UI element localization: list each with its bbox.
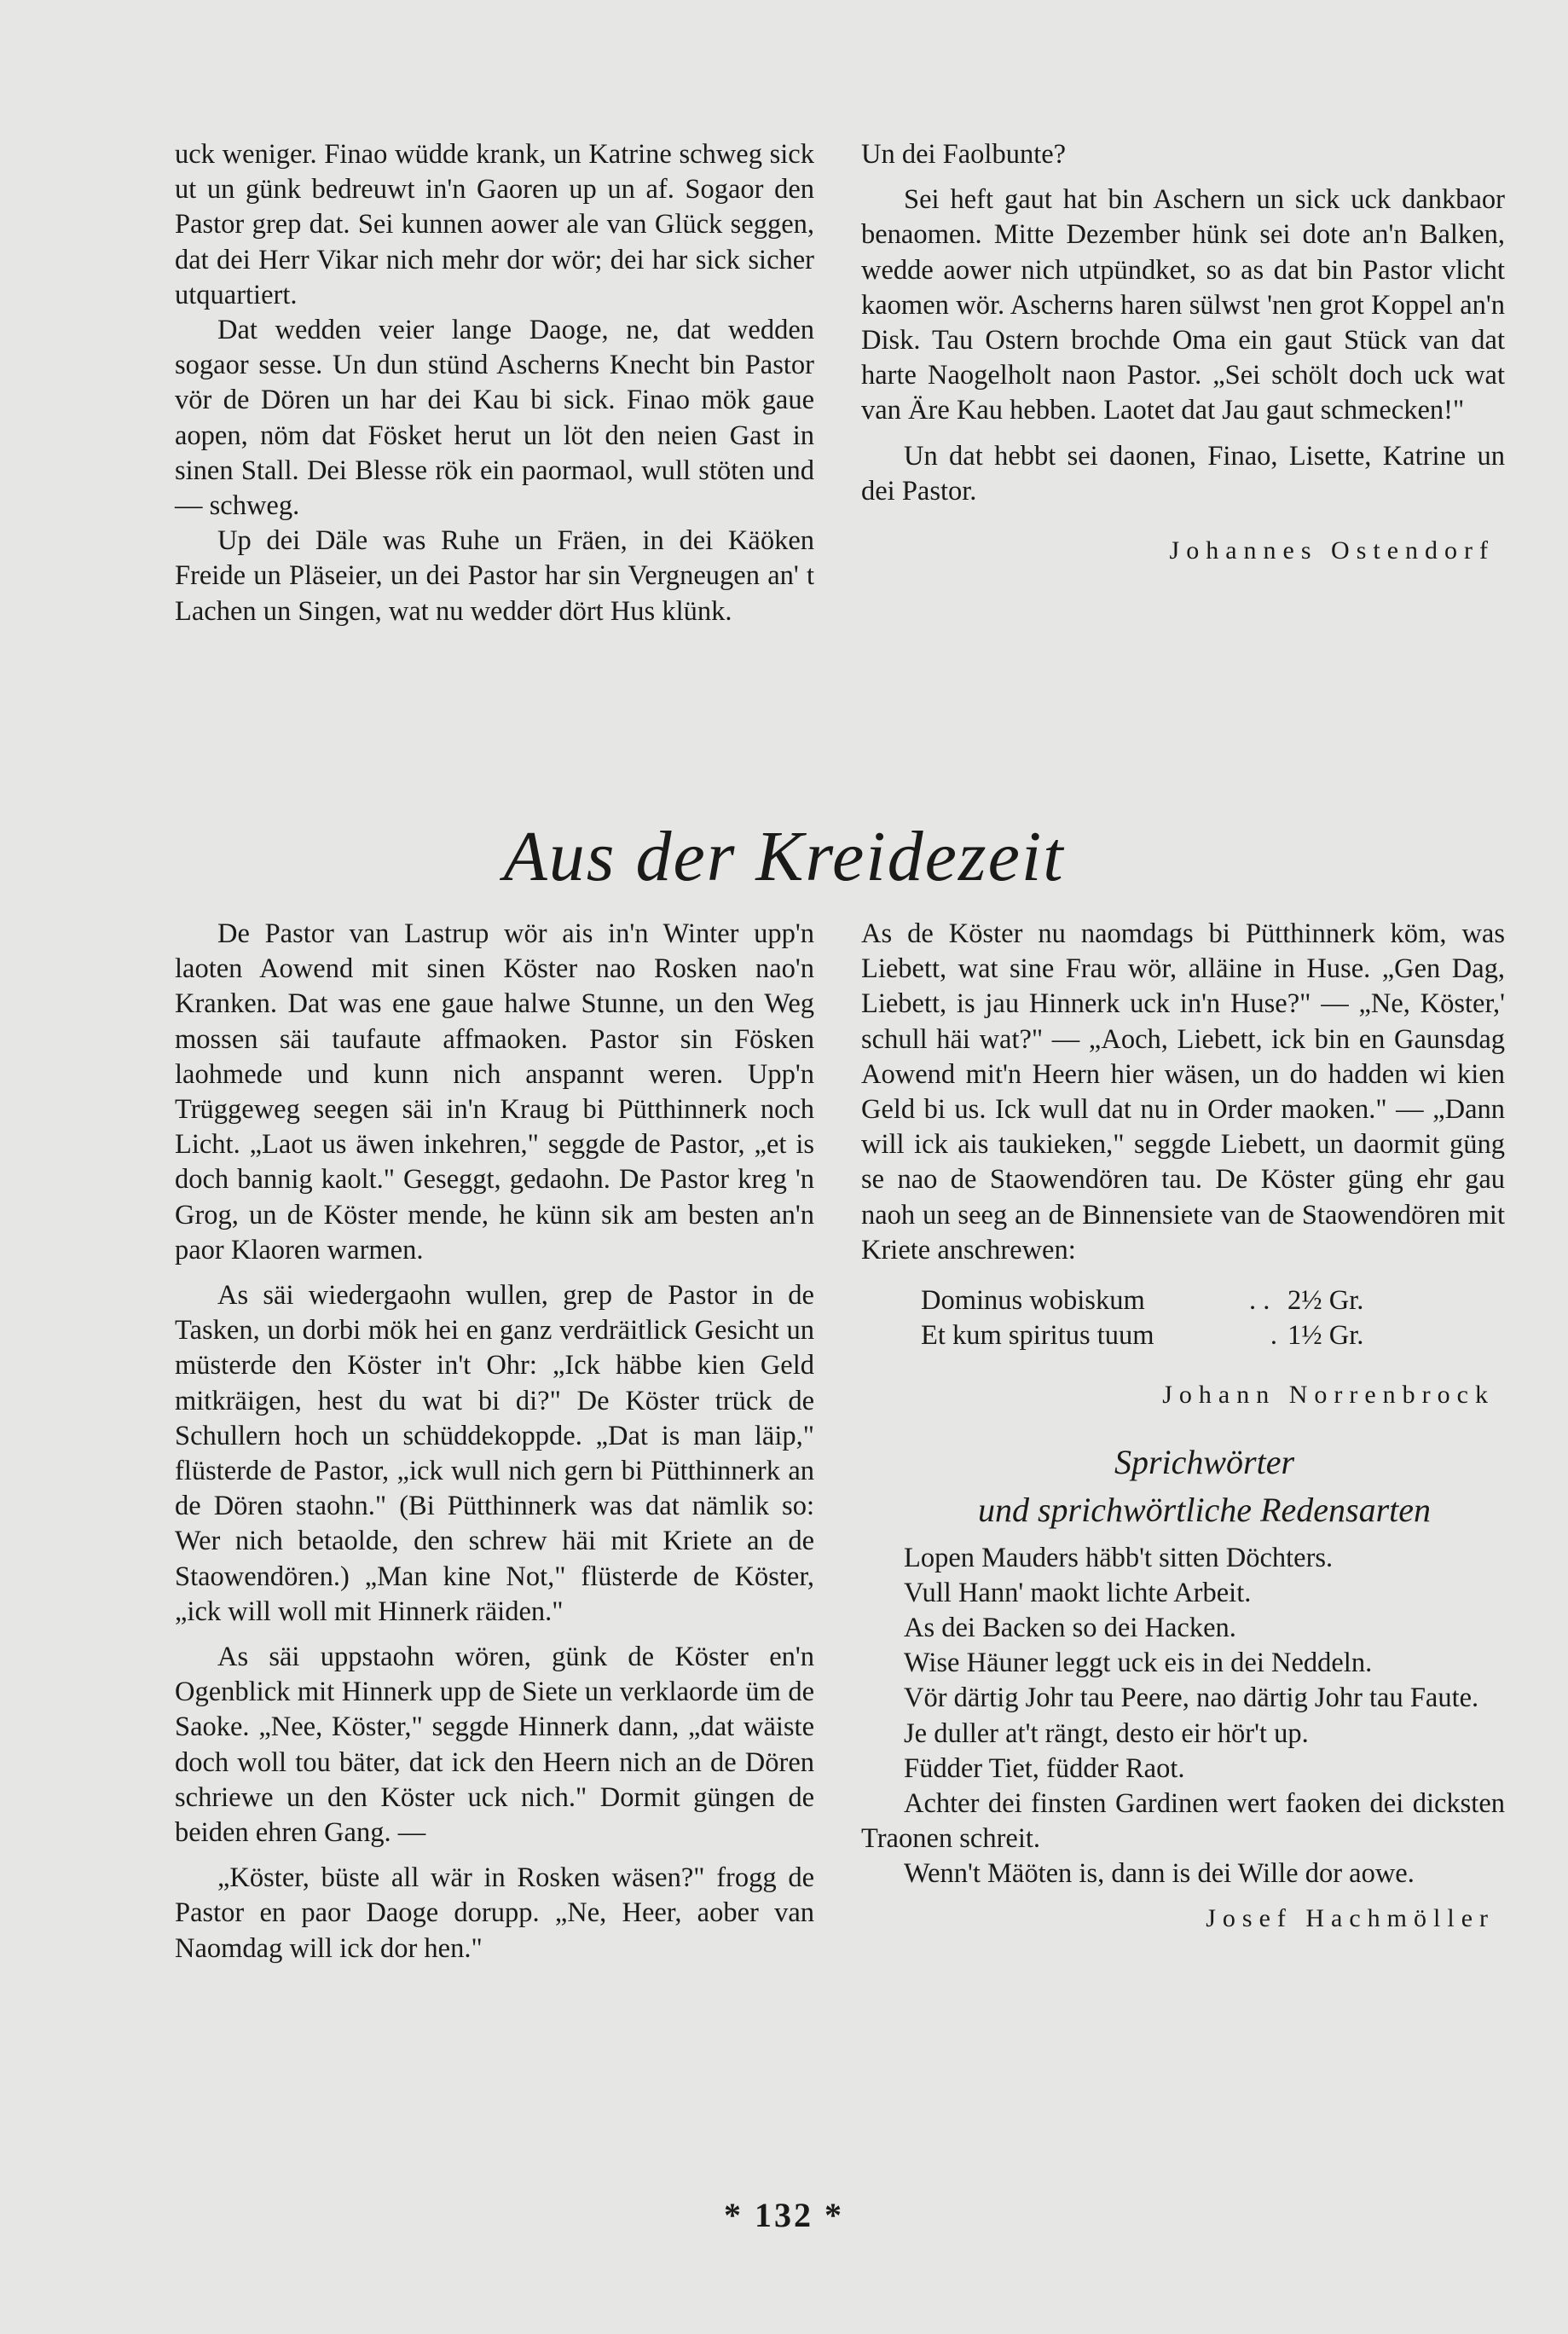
saying: Vör därtig Johr tau Peere, nao därtig Johr tau Faute. [904,1682,1479,1714]
paragraph: uck weniger. Finao wüdde krank, un Katrine schweg sick ut un günk bedreuwt in'n Gaoren up un af. Sogaor den Pastor grep dat. Sei kunnen aower ale van Glück seggen, dat dei Herr Vikar nich mehr dor wör; dei har sick sicher utquartiert. [175,139,814,310]
paragraph: Un dat hebbt sei daonen, Finao, Lisette, Katrine un dei Pastor. [861,440,1505,507]
paragraph: Un dei Faolbunte? [861,139,1067,170]
subheading-line: Sprichwörter [1114,1442,1295,1481]
story-ending-right-column [861,137,1505,568]
saying: Füdder Tiet, füdder Raot. [904,1752,1185,1784]
saying: Wenn't Mäöten is, dann is dei Wille dor aowe. [904,1858,1415,1890]
paragraph: As säi wiedergaohn wullen, grep de Pastor in de Tasken, un dorbi mök hei en ganz verdräitlick Gesicht un müsterde den Köster in't Ohr: „Ick häbbe kien Geld mitkräigen, hest du wat bi di?" De Köster trück de Schullern hoch un schüddekoppde. „Dat is man läip," flüsterde de Pastor, „ick wull nich gern bi Pütthinnerk an de Dören staohn." (Bi Pütthinnerk was dat nämlik so: Wer nich betaolde, den schrew häi mit Kriete an de Staowendören.) „Man kine Not," flüsterde de Köster, „ick will woll mit Hinnerk räiden." [175,1280,814,1627]
saying: As dei Backen so dei Hacken. [904,1613,1236,1644]
inscription-amount: 1½ Gr. [1287,1320,1364,1352]
paragraph: As säi uppstaohn wören, günk de Köster en'n Ogenblick mit Hinnerk upp de Siete un verklaorde üm de Saoke. „Nee, Köster," seggde Hinnerk dann, „dat wäiste doch woll tou bäter, dat ick den Heern nich an de Dören schriewe un den Köster uck nich." Dormit güngen de beiden ehren Gang. — [175,1642,814,1849]
paragraph: Sei heft gaut hat bin Aschern un sick uck dankbaor benaomen. Mitte Dezember hünk sei dote an'n Balken, wedde aower nich utpündket, so as dat bin Pastor vlicht kaomen wör. Ascherns haren sülwst 'nen grot Koppel an'n Disk. Tau Ostern brochde Oma ein gaut Stück van dat harte Naogelholt naon Pastor. „Sei schölt doch uck wat van Äre Kau hebben. Laotet dat Jau gaut schmecken!" [861,184,1505,426]
story-ending-left-column [175,137,814,629]
saying: Achter dei finsten Gardinen wert faoken dei dicksten Traonen schreit. [861,1788,1505,1855]
inscription-text: Et kum spiritus tuum [921,1320,1154,1352]
paragraph: As de Köster nu naomdags bi Pütthinnerk köm, was Liebett, wat sine Frau wör, alläine in Huse. „Gen Dag, Liebett, is jau Hinnerk uck in'n Huse?" — „Ne, Köster,' schull häi wat?" — „Aoch, Liebett, ick bin en Gaunsdag Aowend mit'n Heern hier wäsen, un do hadden wi kien Geld bi us. Ick wull dat nu in Order maoken." — „Dann will ick ais taukieken," seggde Liebett, un daormit güng se nao de Staowendören tau. De Köster güng ehr gau naoh un seeg an de Binnensiete van de Staowendören mit Kriete anschrewen: [861,918,1505,1265]
inscription-amount: 2½ Gr. [1287,1285,1364,1317]
sayings-list [861,1541,1505,1892]
author-signature: Johannes Ostendorf [1169,536,1495,565]
inscription-dots: . . [1249,1285,1270,1317]
article-headline: Aus der Kreidezeit [503,817,1065,896]
subheading-line: und sprichwörtliche Redensarten [977,1490,1432,1529]
saying: Je duller at't rängt, desto eir hör't up. [904,1717,1309,1749]
paragraph: De Pastor van Lastrup wör ais in'n Winter upp'n laoten Aowend mit sinen Köster nao Rosken nao'n Kranken. Dat was ene gaue halwe Stunne, un den Weg mossen säi taufaute affmaoken. Pastor sin Fösken laohmede und kunn nich anspannt weren. Upp'n Trüggeweg seegen säi in'n Kraug bi Pütthinnerk noch Licht. „Laot us äwen inkehren," seggde de Pastor, „et is doch bannig kaolt." Geseggt, gedaohn. De Pastor kreg 'n Grog, un de Köster mende, he künn sik am besten an'n paor Klaoren warmen. [175,918,814,1265]
paragraph: Dat wedden veier lange Daoge, ne, dat wedden sogaor sesse. Un dun stünd Ascherns Knecht bin Pastor vör de Dören un har dei Kau bi sick. Finao mök gaue aopen, nöm dat Fösket herut un löt den neien Gast in sinen Stall. Dei Blesse rök ein paormaol, wull stöten und — schweg. [175,315,814,522]
article-left-column [175,917,814,1966]
inscription-dots: . [1270,1320,1277,1352]
inscription-text: Dominus wobiskum [921,1285,1145,1317]
author-signature: Johann Norrenbrock [1162,1381,1495,1410]
page-number: * 132 * [724,2196,844,2234]
chalk-inscription [921,1283,1505,1353]
saying: Lopen Mauders häbb't sitten Döchters. [904,1542,1334,1573]
paragraph: Up dei Däle was Ruhe un Fräen, in dei Käöken Freide un Pläseier, un dei Pastor har sin Vergneugen an' t Lachen un Singen, wat nu wedder dört Hus klünk. [175,525,814,627]
saying: Vull Hann' maokt lichte Arbeit. [904,1577,1252,1608]
article-right-column [861,917,1505,1936]
author-signature: Josef Hachmöller [1206,1903,1495,1932]
saying: Wise Häuner leggt uck eis in dei Neddeln. [904,1648,1373,1679]
paragraph: „Köster, büste all wär in Rosken wäsen?" frogg de Pastor en paor Daoge dorupp. „Ne, Heer, aober van Naomdag will ick dor hen." [175,1862,814,1964]
section-subheading [861,1439,1505,1534]
